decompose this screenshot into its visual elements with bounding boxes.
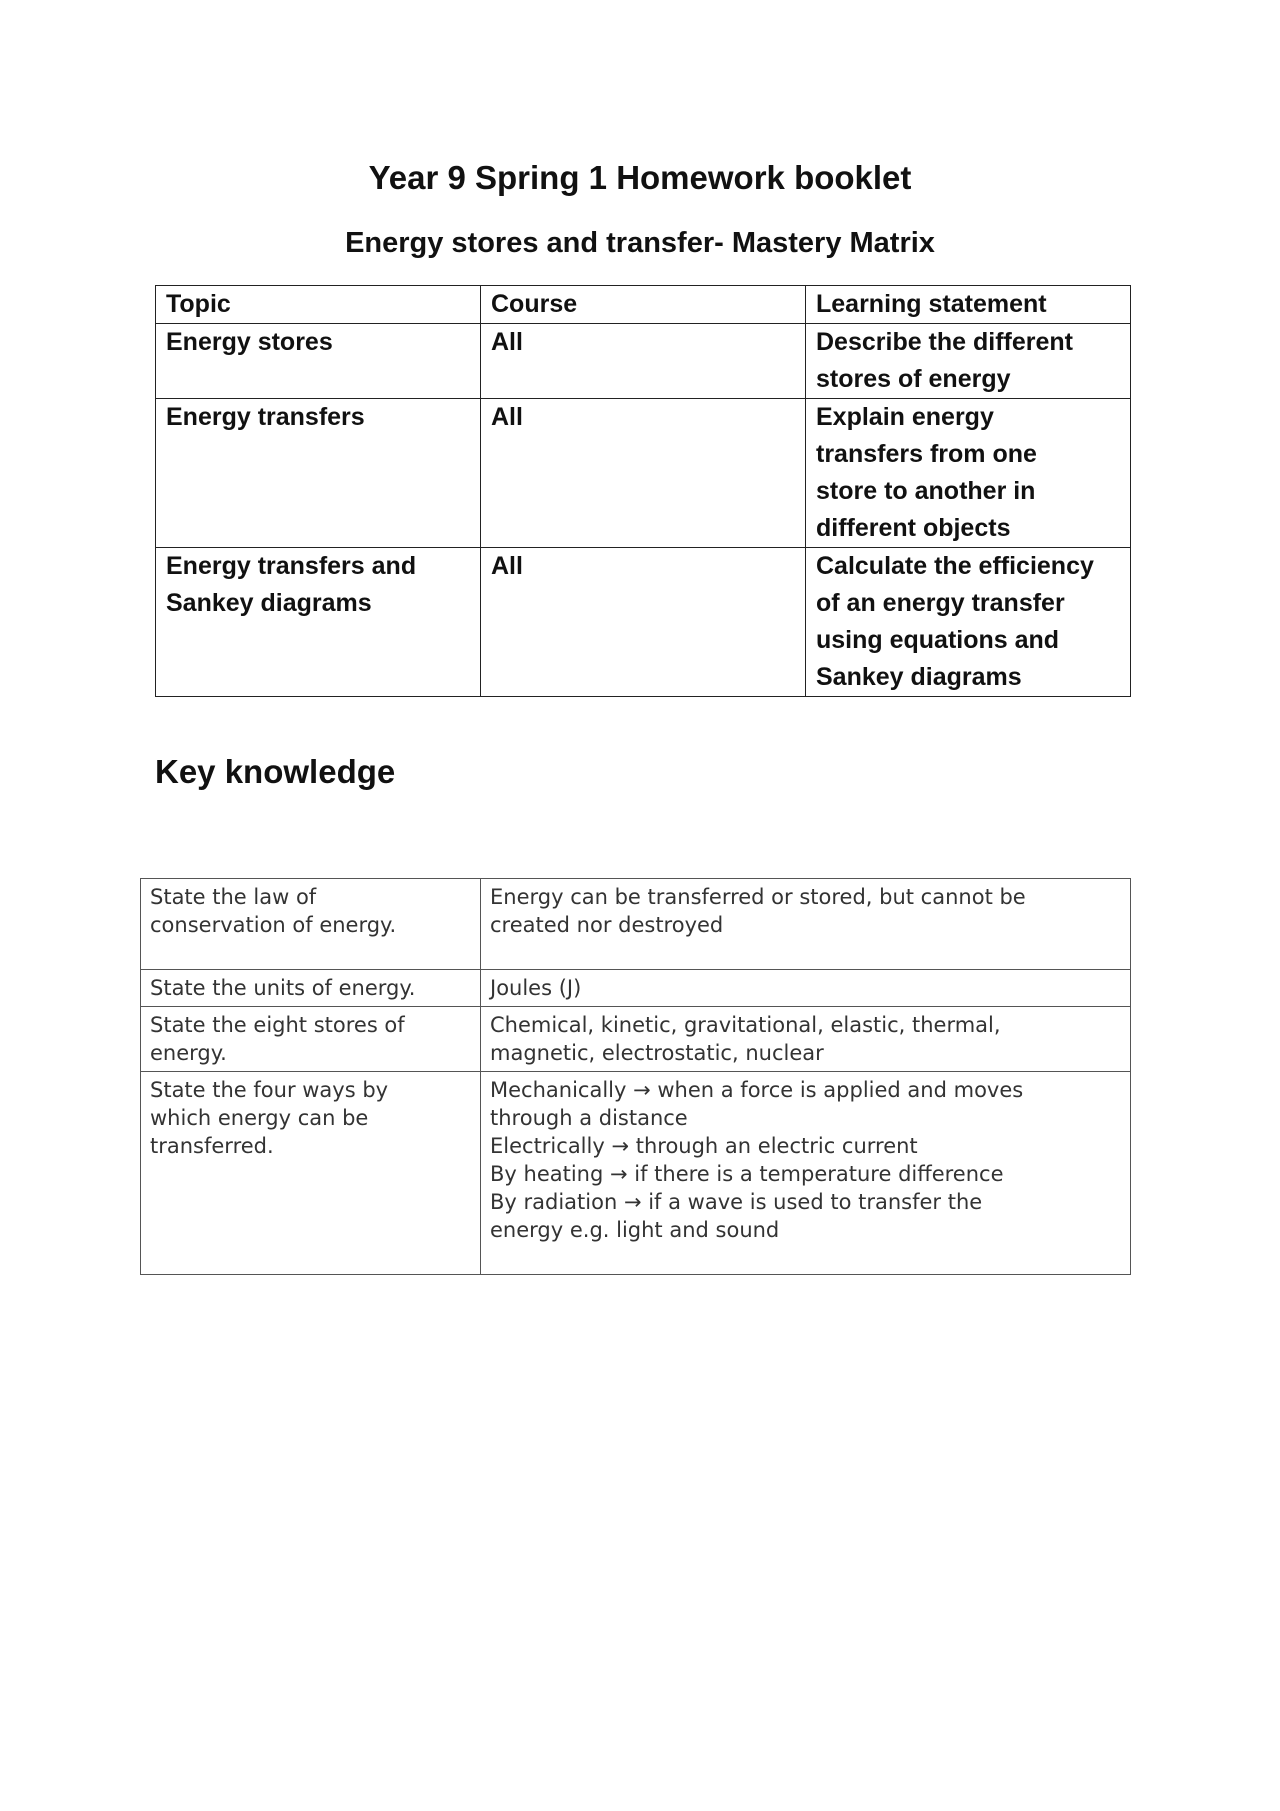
topic-cell <box>156 548 481 697</box>
table-row <box>156 399 1131 548</box>
cell-line: stores of energy <box>816 365 1011 393</box>
cell-line: using equations and <box>816 626 1060 654</box>
page-title: Year 9 Spring 1 Homework booklet <box>368 159 912 196</box>
cell-line: Explain energy <box>816 403 994 431</box>
cell-line: Calculate the efficiency <box>816 552 1094 580</box>
table-row <box>156 548 1131 697</box>
cell-line: magnetic, electrostatic, nuclear <box>490 1041 824 1065</box>
answer-cell <box>481 1007 1131 1072</box>
cell-line: Chemical, kinetic, gravitational, elastic, thermal, <box>490 1013 1001 1037</box>
topic-cell <box>156 324 481 399</box>
cell-line: State the four ways by <box>150 1078 389 1102</box>
question-cell <box>141 1007 481 1072</box>
key-knowledge-heading: Key knowledge <box>155 753 396 790</box>
answer-cell <box>481 879 1131 970</box>
cell-line: Electrically → through an electric current <box>490 1134 918 1158</box>
cell-line: Energy transfers and <box>166 552 417 580</box>
cell-line: By heating → if there is a temperature difference <box>490 1162 1004 1186</box>
table-row <box>141 970 1131 1007</box>
column-header-course: Course <box>481 286 806 324</box>
cell-line: store to another in <box>816 477 1036 505</box>
statement-cell <box>806 324 1131 399</box>
table-row <box>141 1007 1131 1072</box>
question-cell <box>141 970 481 1007</box>
cell-line: conservation of energy. <box>150 913 397 937</box>
cell-line: Energy can be transferred or stored, but cannot be <box>490 885 1026 909</box>
mastery-matrix-table <box>155 285 1131 697</box>
cell-line: Joules (J) <box>490 976 582 1000</box>
table-row <box>141 1072 1131 1275</box>
column-header-learning-statement: Learning statement <box>806 286 1131 324</box>
course-cell: All <box>481 324 806 399</box>
cell-line: transferred. <box>150 1134 274 1158</box>
column-header-topic: Topic <box>156 286 481 324</box>
cell-line: Energy stores <box>166 328 333 356</box>
statement-cell <box>806 548 1131 697</box>
table-row <box>141 879 1131 970</box>
cell-line: which energy can be <box>150 1106 369 1130</box>
cell-line: State the eight stores of <box>150 1013 405 1037</box>
question-cell <box>141 1072 481 1275</box>
cell-line: Describe the different <box>816 328 1074 356</box>
cell-line: State the law of <box>150 885 317 909</box>
cell-line: Sankey diagrams <box>166 589 372 617</box>
cell-line: Energy transfers <box>166 403 365 431</box>
answer-cell <box>481 1072 1131 1275</box>
page-subtitle: Energy stores and transfer- Mastery Matrix <box>345 227 935 259</box>
cell-line: different objects <box>816 514 1011 542</box>
topic-cell <box>156 399 481 548</box>
cell-line: Mechanically → when a force is applied and moves <box>490 1078 1024 1102</box>
course-cell: All <box>481 548 806 697</box>
statement-cell <box>806 399 1131 548</box>
question-cell <box>141 879 481 970</box>
cell-line: created nor destroyed <box>490 913 724 937</box>
cell-line: transfers from one <box>816 440 1037 468</box>
cell-line: State the units of energy. <box>150 976 416 1000</box>
cell-line: By radiation → if a wave is used to transfer the <box>490 1190 983 1214</box>
cell-line: of an energy transfer <box>816 589 1065 617</box>
cell-line: energy. <box>150 1041 227 1065</box>
cell-line: energy e.g. light and sound <box>490 1218 780 1242</box>
answer-cell <box>481 970 1131 1007</box>
key-knowledge-table <box>140 878 1131 1275</box>
course-cell: All <box>481 399 806 548</box>
cell-line: Sankey diagrams <box>816 663 1022 691</box>
table-row <box>156 324 1131 399</box>
table-header-row <box>156 286 1131 324</box>
cell-line: through a distance <box>490 1106 688 1130</box>
